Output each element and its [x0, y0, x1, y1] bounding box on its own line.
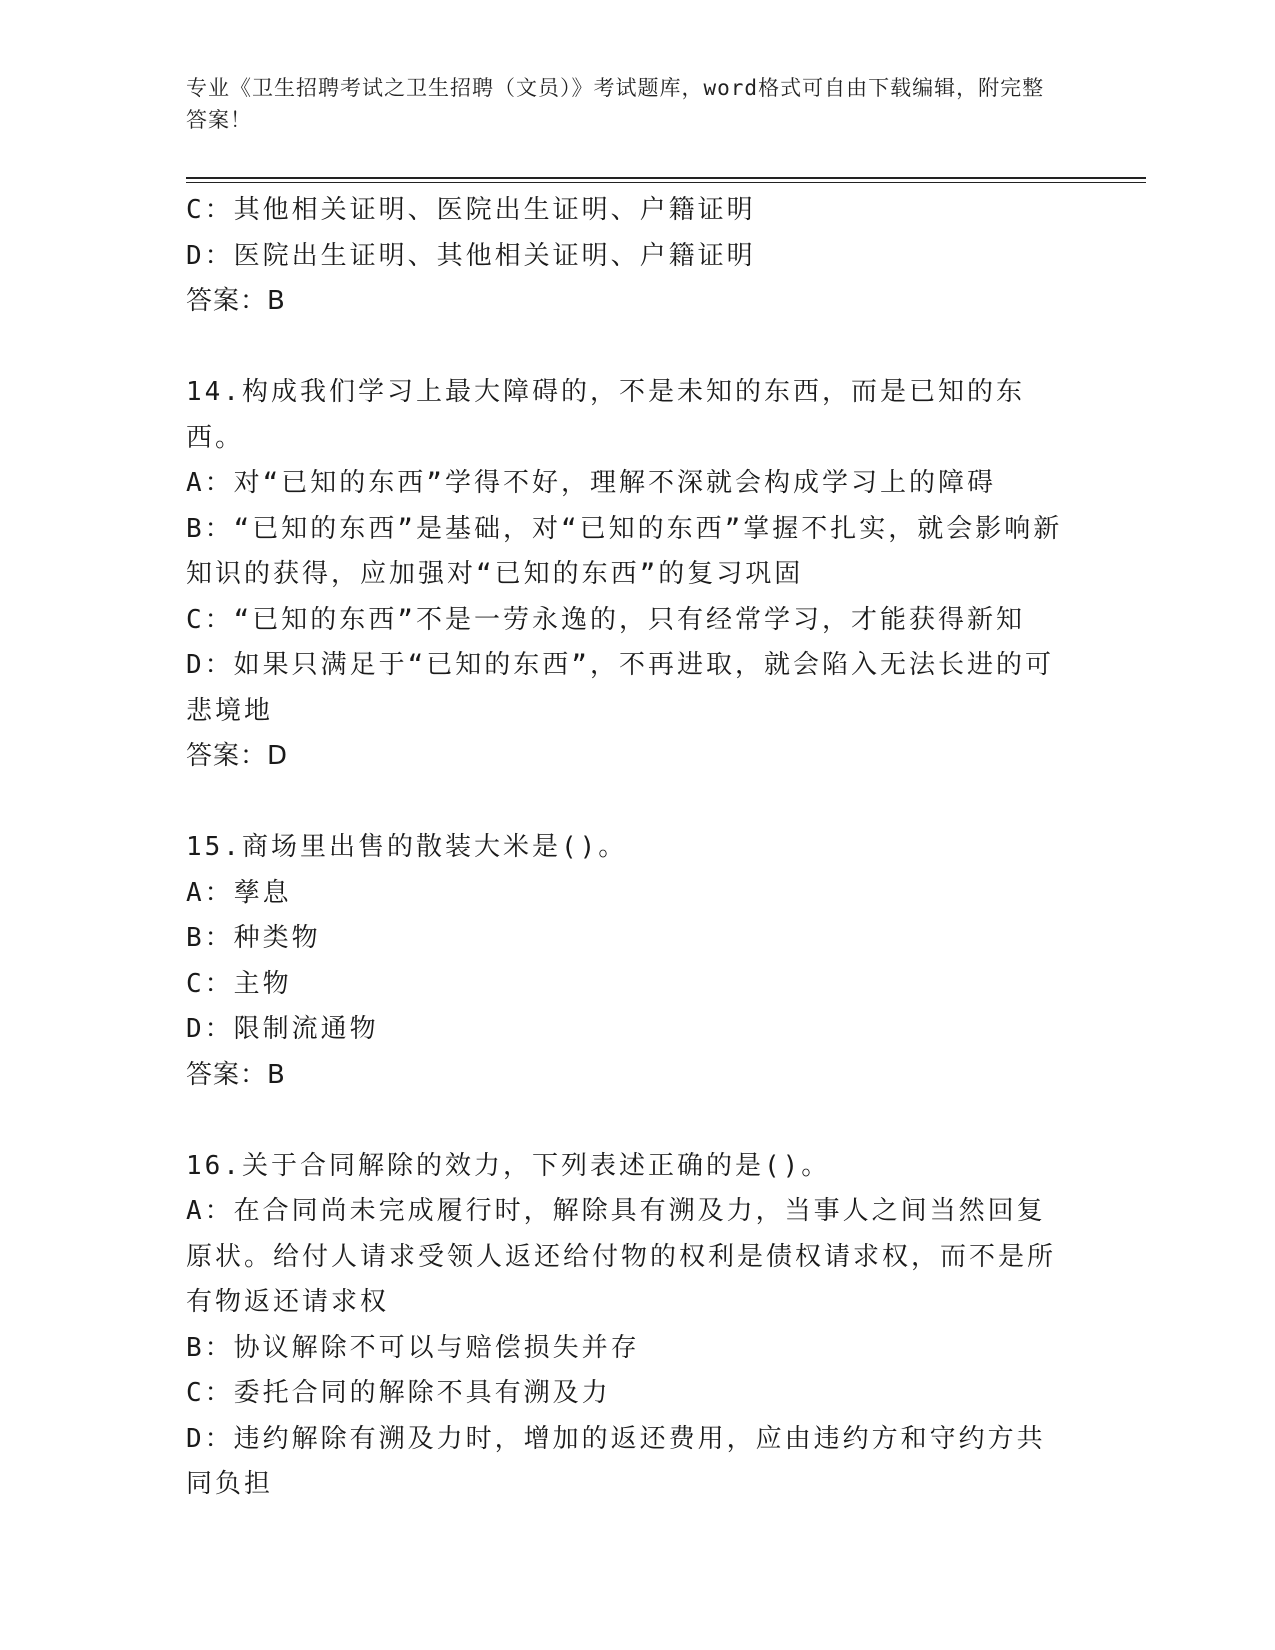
option-d: D：如果只满足于“已知的东西”，不再进取，就会陷入无法长进的可悲境地: [186, 650, 1054, 726]
question-content: [186, 188, 1066, 1508]
option-a: A：对“已知的东西”学得不好，理解不深就会构成学习上的障碍: [186, 468, 996, 498]
question-13-continued: [186, 188, 1066, 325]
option-d: D：医院出生证明、其他相关证明、户籍证明: [186, 240, 756, 271]
header-divider-thin: [186, 182, 1146, 183]
spacer: [186, 325, 1066, 371]
header-divider-thick: [186, 177, 1146, 179]
option-b: B：“已知的东西”是基础，对“已知的东西”掌握不扎实，就会影响新知识的获得，应加强对“已知的东西”的复习巩固: [186, 513, 1063, 589]
answer-line: 答案：D: [186, 741, 289, 771]
spacer: [186, 780, 1066, 826]
option-b: B：协议解除不可以与赔偿损失并存: [186, 1332, 640, 1363]
question-15: [186, 825, 1066, 1098]
spacer: [186, 1098, 1066, 1144]
option-c: C：其他相关证明、医院出生证明、户籍证明: [186, 195, 756, 225]
option-c: C：委托合同的解除不具有溯及力: [186, 1378, 611, 1408]
option-a: A：孳息: [186, 877, 292, 908]
question-stem: 16.关于合同解除的效力，下列表述正确的是()。: [186, 1150, 831, 1181]
option-d: D：限制流通物: [186, 1014, 379, 1044]
question-14: [186, 370, 1066, 780]
answer-line: 答案：B: [186, 1059, 286, 1090]
question-stem: 14.构成我们学习上最大障碍的，不是未知的东西，而是已知的东西。: [186, 377, 1025, 453]
question-stem: 15.商场里出售的散装大米是()。: [186, 832, 628, 862]
option-b: B：种类物: [186, 923, 321, 953]
option-c: C：“已知的东西”不是一劳永逸的，只有经常学习，才能获得新知: [186, 604, 1025, 635]
option-d: D：违约解除有溯及力时，增加的返还费用，应由违约方和守约方共同负担: [186, 1423, 1046, 1499]
option-a: A：在合同尚未完成履行时，解除具有溯及力，当事人之间当然回复原状。给付人请求受领人返还给付物的权利是债权请求权，而不是所有物返还请求权: [186, 1196, 1057, 1317]
option-c: C：主物: [186, 968, 292, 999]
answer-line: 答案：B: [186, 286, 286, 316]
question-16: [186, 1144, 1066, 1508]
page-header: 专业《卫生招聘考试之卫生招聘（文员）》考试题库，word格式可自由下载编辑，附完整答案！: [186, 76, 1045, 132]
